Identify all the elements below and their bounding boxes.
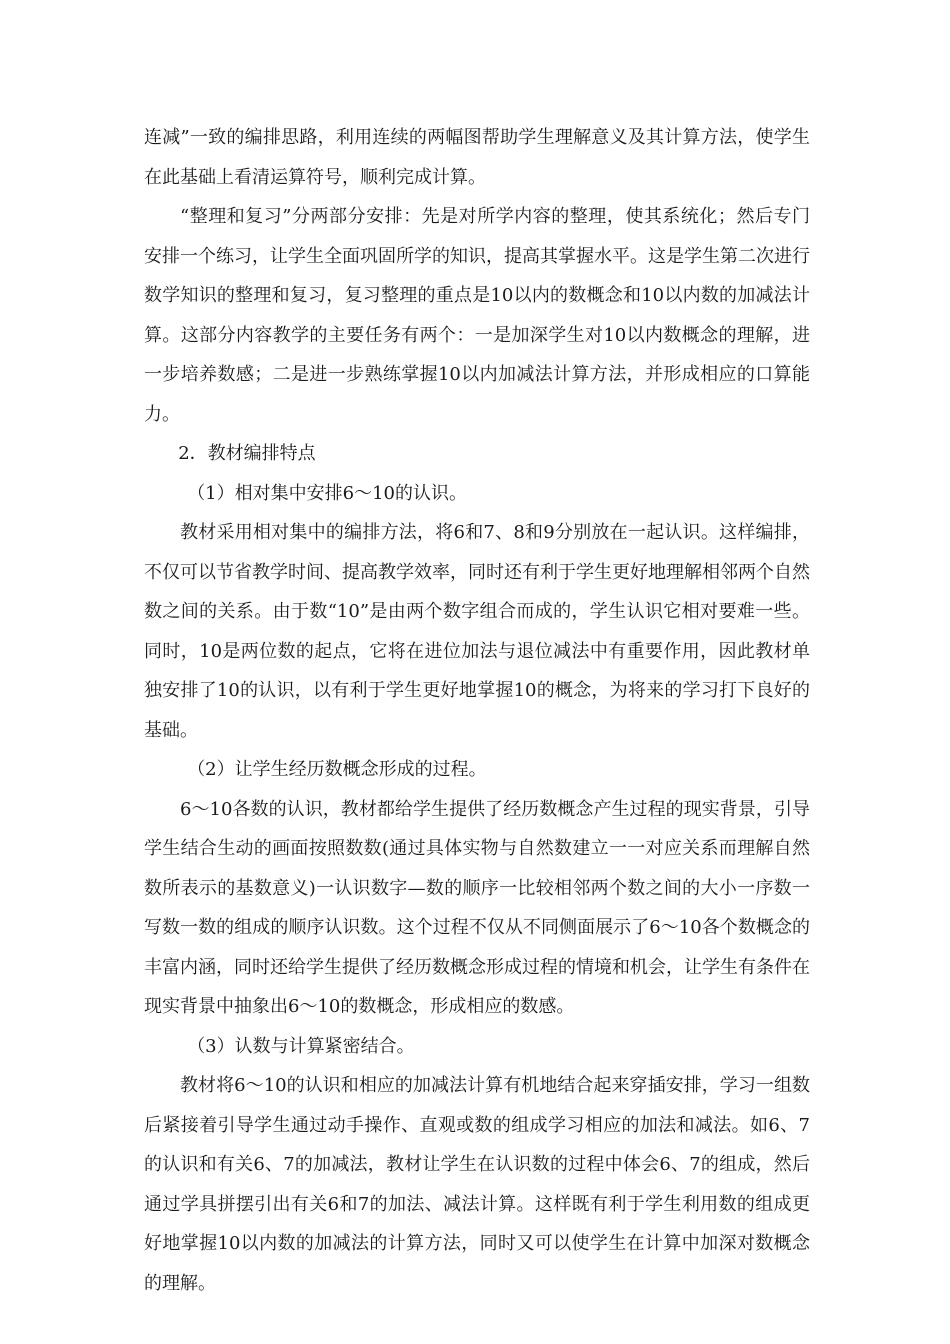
subheading-concept-formation: （2）让学生经历数概念形成的过程。	[187, 759, 487, 780]
document-body	[144, 118, 810, 1303]
subheading-counting-calculation: （3）认数与计算紧密结合。	[187, 1035, 415, 1057]
paragraph-counting-calculation: 教材将6～10的认识和相应的加减法计算有机地结合起来穿插安排，学习一组数后紧接着引导学生通过动手操作、直观或数的组成学习相应的加法和减法。如6、7的认识和有关6、7的加减法，教材让学生在认识数的过程中体会6、7的组成，然后通过学具拼摆引出有关6和7的加法、减法计算。这样既有利于学生利用数的组成更好地掌握10以内数的加减法的计算方法，同时又可以使学生在计算中加深对数概念的理解。	[144, 1075, 810, 1294]
paragraph-continuation: 连减”一致的编排思路，利用连续的两幅图帮助学生理解意义及其计算方法，使学生在此基础上看清运算符号，顺利完成计算。	[144, 127, 810, 188]
paragraph-concentrated: 教材采用相对集中的编排方法，将6和7、8和9分别放在一起认识。这样编排，不仅可以节省教学时间、提高教学效率，同时还有利于学生更好地理解相邻两个自然数之间的关系。由于数“10”是由两个数字组合而成的，学生认识它相对要难一些。同时，10是两位数的起点，它将在进位加法与退位减法中有重要作用，因此教材单独安排了10的认识，以有利于学生更好地掌握10的概念，为将来的学习打下良好的基础。	[144, 522, 810, 741]
section-heading-features: 2．教材编排特点	[178, 443, 316, 464]
paragraph-concept-formation: 6～10各数的认识，教材都给学生提供了经历数概念产生过程的现实背景，引导学生结合生动的画面按照数数(通过具体实物与自然数建立一一对应关系而理解自然数所表示的基数意义)一认识数字—数的顺序一比较相邻两个数之间的大小一序数一写数一数的组成的顺序认识数。这个过程不仅从不同侧面展示了6～10各个数概念的丰富内涵，同时还给学生提供了经历数概念形成过程的情境和机会，让学生有条件在现实背景中抽象出6～10的数概念，形成相应的数感。	[144, 798, 810, 1017]
paragraph-review-arrangement: “整理和复习”分两部分安排：先是对所学内容的整理，使其系统化；然后专门安排一个练习，让学生全面巩固所学的知识，提高其掌握水平。这是学生第二次进行数学知识的整理和复习，复习整理的重点是10以内的数概念和10以内数的加减法计算。这部分内容教学的主要任务有两个：一是加深学生对10以内数概念的理解，进一步培养数感；二是进一步熟练掌握10以内加减法计算方法，并形成相应的口算能力。	[144, 206, 810, 425]
subheading-concentrated: （1）相对集中安排6～10的认识。	[187, 482, 467, 504]
